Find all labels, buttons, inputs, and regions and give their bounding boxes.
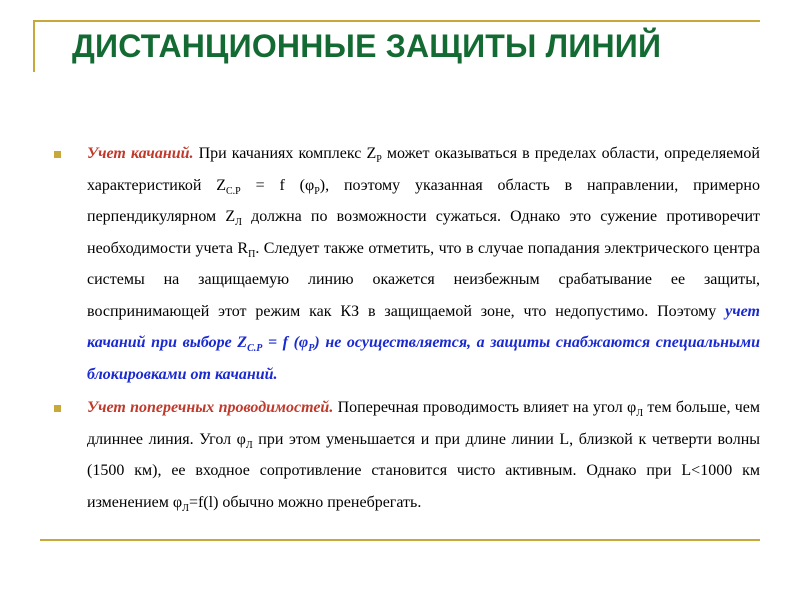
bullet-text: При качаниях комплекс Z xyxy=(193,145,377,162)
bullet-item-swings xyxy=(54,138,760,390)
subscript: Р xyxy=(314,185,320,197)
accent-text: учет качаний при выборе Z xyxy=(87,302,760,351)
bullet-text: = f (φ xyxy=(240,176,315,194)
bullet-lead: Учет качаний. xyxy=(87,145,194,162)
subscript: Л xyxy=(182,502,189,514)
bullet-lead: Учет поперечных проводимостей. xyxy=(87,399,334,416)
slide-title: ДИСТАНЦИОННЫЕ ЗАЩИТЫ ЛИНИЙ xyxy=(72,28,662,64)
slide-body xyxy=(54,138,760,518)
bullet-item-conductance xyxy=(54,392,760,518)
bullet-text: тем больше, чем длиннее линия. Угол φ xyxy=(87,399,761,448)
square-bullet-icon xyxy=(54,151,61,158)
subscript: Л xyxy=(235,217,242,229)
frame-top-line xyxy=(33,20,760,22)
bullet-text: . Следует также отметить, что в случае попадания электрического центра системы на защищаемую линию окажется неизбежным срабатывание ее защиты, воспринимающей этот режим как КЗ в защищаемой зоне, что недопустимо. Поэтому xyxy=(87,239,760,320)
bullet-text: Поперечная проводимость влияет на угол φ xyxy=(333,399,637,416)
frame-left-line xyxy=(33,20,35,72)
bullet-text: может оказываться в пределах области, определяемой характеристикой Z xyxy=(87,145,760,194)
bullet-text: =f(l) обычно можно пренебрегать. xyxy=(188,493,422,511)
subscript: Л xyxy=(636,408,644,420)
square-bullet-icon xyxy=(54,405,61,412)
subscript: Р xyxy=(308,343,315,355)
accent-text: = f (φ xyxy=(262,334,309,351)
frame-bottom-line xyxy=(40,539,760,541)
subscript: Р xyxy=(376,154,382,166)
bullet-text: должна по возможности сужаться. Однако это сужение противоречит необходимости учета R xyxy=(87,208,760,257)
subscript: С.Р xyxy=(226,185,241,197)
bullet-text: ), поэтому указанная область в направлении, примерно перпендикулярном Z xyxy=(87,176,760,225)
subscript: Л xyxy=(245,439,253,451)
bullet-text: при этом уменьшается и при длине линии L, близкой к четверти волны (1500 км), ее входное сопротивление становится чисто активным. Однако при L<1000 км изменением φ xyxy=(87,430,761,511)
subscript: П xyxy=(248,248,256,260)
accent-text: ) не осуществляется, а защиты снабжаются специальными блокировками от качаний. xyxy=(87,334,760,383)
subscript: С.Р xyxy=(247,343,263,355)
